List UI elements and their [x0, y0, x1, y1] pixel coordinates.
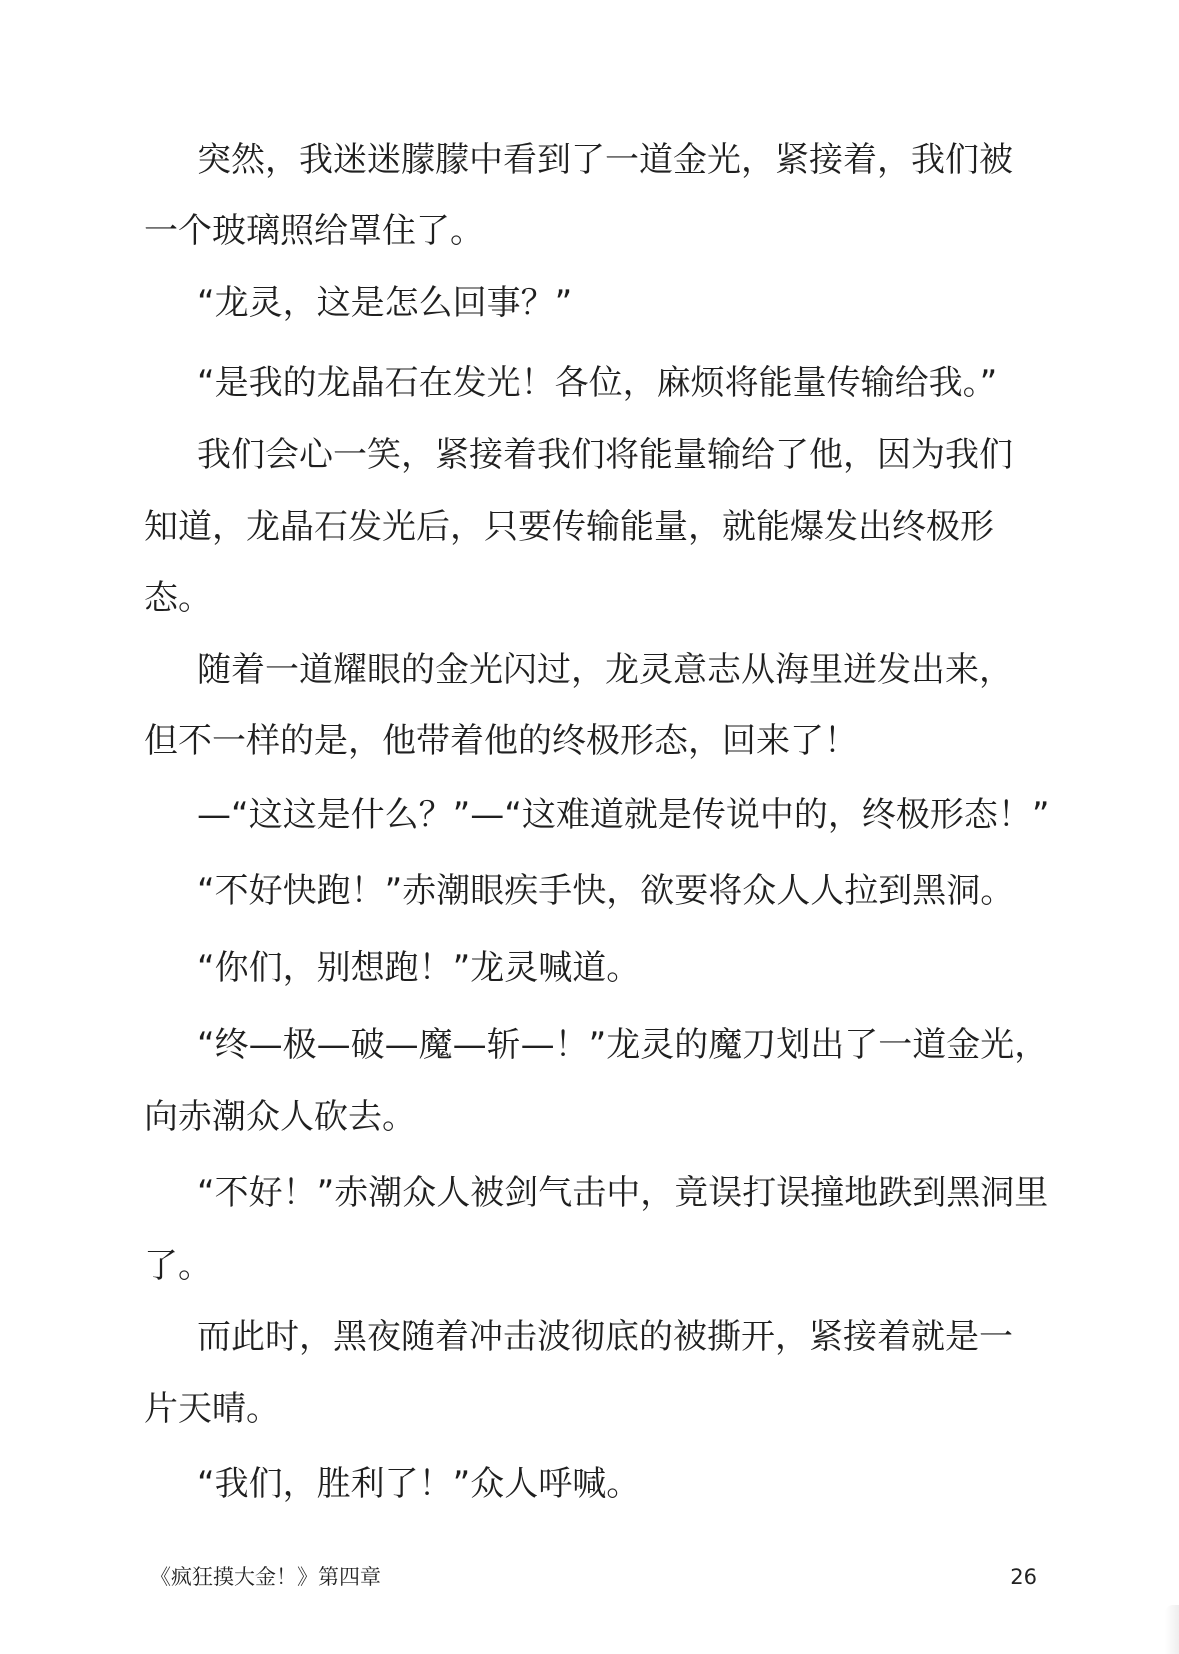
- text-line: “你们，别想跑！”龙灵喊道。: [197, 948, 641, 988]
- text-line: “我们，胜利了！”众人呼喊。: [197, 1464, 641, 1504]
- text-line: “终—极—破—魔—斩—！”龙灵的魔刀划出了一道金光，: [197, 1025, 1049, 1065]
- text-line: “是我的龙晶石在发光！各位，麻烦将能量传输给我。”: [197, 363, 998, 403]
- text-line: 我们会心一笑，紧接着我们将能量输给了他，因为我们: [197, 435, 1013, 475]
- text-line: 突然，我迷迷朦朦中看到了一道金光，紧接着，我们被: [197, 140, 1013, 180]
- text-line: —“这这是什么？”—“这难道就是传说中的，终极形态！”: [197, 795, 1050, 835]
- text-line: 一个玻璃照给罩住了。: [144, 211, 484, 251]
- text-line: 态。: [144, 578, 212, 618]
- text-line: “龙灵，这是怎么回事？”: [197, 283, 573, 323]
- footer-book-title: 《疯狂摸大金！》第四章: [150, 1565, 381, 1589]
- text-line: 向赤潮众人砍去。: [144, 1097, 416, 1137]
- text-line: 而此时，黑夜随着冲击波彻底的被撕开，紧接着就是一: [197, 1317, 1013, 1357]
- text-line: 但不一样的是，他带着他的终极形态，回来了！: [144, 721, 858, 761]
- scroll-handle[interactable]: [1165, 1605, 1179, 1654]
- text-line: 了。: [144, 1246, 212, 1286]
- text-line: 片天晴。: [144, 1389, 280, 1429]
- text-line: “不好快跑！”赤潮眼疾手快，欲要将众人人拉到黑洞。: [197, 871, 1015, 911]
- text-line: 知道，龙晶石发光后，只要传输能量，就能爆发出终极形: [144, 507, 994, 547]
- text-line: “不好！”赤潮众人被剑气击中，竟误打误撞地跌到黑洞里: [197, 1173, 1049, 1213]
- text-line: 随着一道耀眼的金光闪过，龙灵意志从海里迸发出来，: [197, 650, 1013, 690]
- page-number: 26: [1010, 1565, 1037, 1589]
